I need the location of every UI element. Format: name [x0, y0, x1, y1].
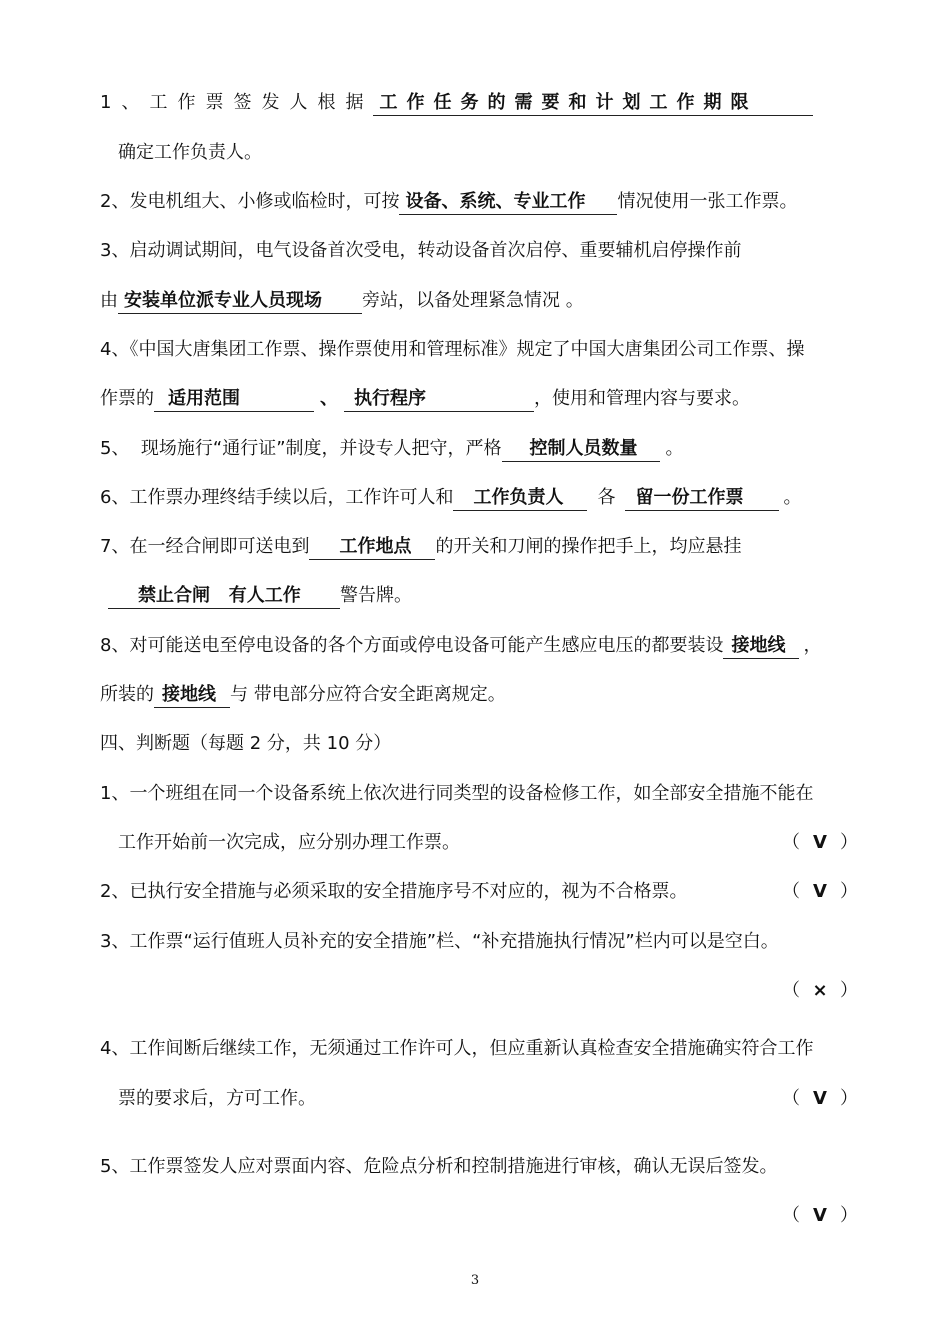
question-4-text: 作票的 [100, 388, 154, 409]
paren-close: ） [840, 881, 858, 902]
judge-2-answer [782, 879, 858, 905]
question-5-answer: 控制人员数量 [502, 437, 660, 462]
question-7-line-2 [108, 583, 412, 609]
question-7-answer-2: 禁止合闸 有人工作 [108, 584, 340, 609]
question-5-tail: 。 [665, 438, 684, 459]
judge-5-answer [782, 1203, 858, 1229]
question-3-answer: 安装单位派专业人员现场 [118, 289, 362, 314]
question-8-answer-1: 接地线 [723, 634, 799, 659]
question-2-tail: 情况使用一张工作票。 [617, 191, 798, 212]
paren-close: ） [840, 832, 858, 853]
judge-1-mark: V [813, 832, 827, 853]
judge-4-mark: V [813, 1088, 827, 1109]
paren-open: （ [782, 1205, 800, 1226]
judge-3-mark: × [812, 980, 828, 1001]
question-1-line-1 [100, 90, 813, 116]
question-8-tail: 与 带电部分应符合安全距离规定。 [230, 684, 506, 705]
question-7-answer-1: 工作地点 [309, 535, 435, 560]
judge-3-answer [782, 978, 858, 1004]
judge-4-line-2: 票的要求后，方可工作。 [118, 1088, 316, 1109]
judge-4-line-1: 4、工作间断后继续工作，无须通过工作许可人，但应重新认真检查安全措施确实符合工作 [100, 1038, 814, 1059]
question-8-comma: ， [803, 635, 822, 656]
question-4-tail: ，使用和管理内容与要求。 [534, 388, 750, 409]
judge-3-line-1: 3、工作票“运行值班人员补充的安全措施”栏、“补充措施执行情况”栏内可以是空白。 [100, 931, 779, 952]
question-3-tail: 旁站，以备处理紧急情况 。 [362, 290, 584, 311]
question-7-tail: 警告牌。 [340, 585, 412, 606]
judge-5-line-1: 5、工作票签发人应对票面内容、危险点分析和控制措施进行审核，确认无误后签发。 [100, 1156, 778, 1177]
question-6 [100, 485, 801, 511]
question-8-line-2 [100, 682, 506, 708]
question-3-text: 由 [100, 290, 118, 311]
question-2 [100, 189, 797, 215]
question-1-number: 1、 [100, 92, 150, 113]
question-7-mid: 的开关和刀闸的操作把手上，均应悬挂 [435, 536, 742, 557]
question-4-answer-1: 适用范围 [154, 387, 314, 412]
question-8-line-1 [100, 633, 821, 659]
judge-2-mark: V [813, 881, 827, 902]
judge-2-line-1: 2、已执行安全措施与必须采取的安全措施序号不对应的，视为不合格票。 [100, 881, 688, 902]
question-6-answer-1: 工作负责人 [453, 486, 587, 511]
judge-1-line-2: 工作开始前一次完成，应分别办理工作票。 [118, 832, 460, 853]
question-7-text: 7、在一经合闸即可送电到 [100, 536, 310, 557]
question-8-text: 8、对可能送电至停电设备的各个方面或停电设备可能产生感应电压的都要装设 [100, 635, 724, 656]
section-title: 四、判断题（每题 2 分，共 10 分） [100, 733, 392, 754]
question-4-separator: 、 [320, 388, 338, 409]
question-5-text: 5、 现场施行“通行证”制度，并设专人把守，严格 [100, 438, 502, 459]
paren-close: ） [840, 1088, 858, 1109]
question-1-answer: 工作任务的需要和计划工作期限 [373, 91, 813, 116]
question-1-text: 工作票签发人根据 [149, 92, 374, 113]
question-4-answer-2: 执行程序 [344, 387, 534, 412]
page-number: 3 [470, 1273, 480, 1288]
question-6-answer-2: 留一份工作票 [625, 486, 779, 511]
question-8-answer-2: 接地线 [154, 683, 230, 708]
question-3-line-2 [100, 288, 584, 314]
question-6-mid: 各 [597, 487, 616, 508]
judge-4-answer [782, 1086, 858, 1112]
paren-open: （ [782, 980, 800, 1001]
question-4-line-1: 4、《中国大唐集团工作票、操作票使用和管理标准》规定了中国大唐集团公司工作票、操 [100, 339, 805, 360]
question-6-tail: 。 [783, 487, 802, 508]
question-5 [100, 436, 684, 462]
question-2-text: 2、发电机组大、小修或临检时，可按 [100, 191, 400, 212]
paren-open: （ [782, 832, 800, 853]
judge-1-line-1: 1、一个班组在同一个设备系统上依次进行同类型的设备检修工作，如全部安全措施不能在 [100, 783, 814, 804]
paren-close: ） [840, 1205, 858, 1226]
question-4-line-2 [100, 386, 750, 412]
paren-open: （ [782, 881, 800, 902]
paren-open: （ [782, 1088, 800, 1109]
question-7-line-1 [100, 534, 741, 560]
question-8-text-2: 所装的 [100, 684, 154, 705]
question-1-line-2: 确定工作负责人。 [118, 142, 262, 163]
judge-5-mark: V [813, 1205, 827, 1226]
judge-1-answer [782, 830, 858, 856]
paren-close: ） [840, 980, 858, 1001]
question-6-text: 6、工作票办理终结手续以后，工作许可人和 [100, 487, 454, 508]
question-2-answer: 设备、系统、专业工作 [399, 190, 617, 215]
question-3-line-1: 3、启动调试期间，电气设备首次受电，转动设备首次启停、重要辅机启停操作前 [100, 240, 742, 261]
